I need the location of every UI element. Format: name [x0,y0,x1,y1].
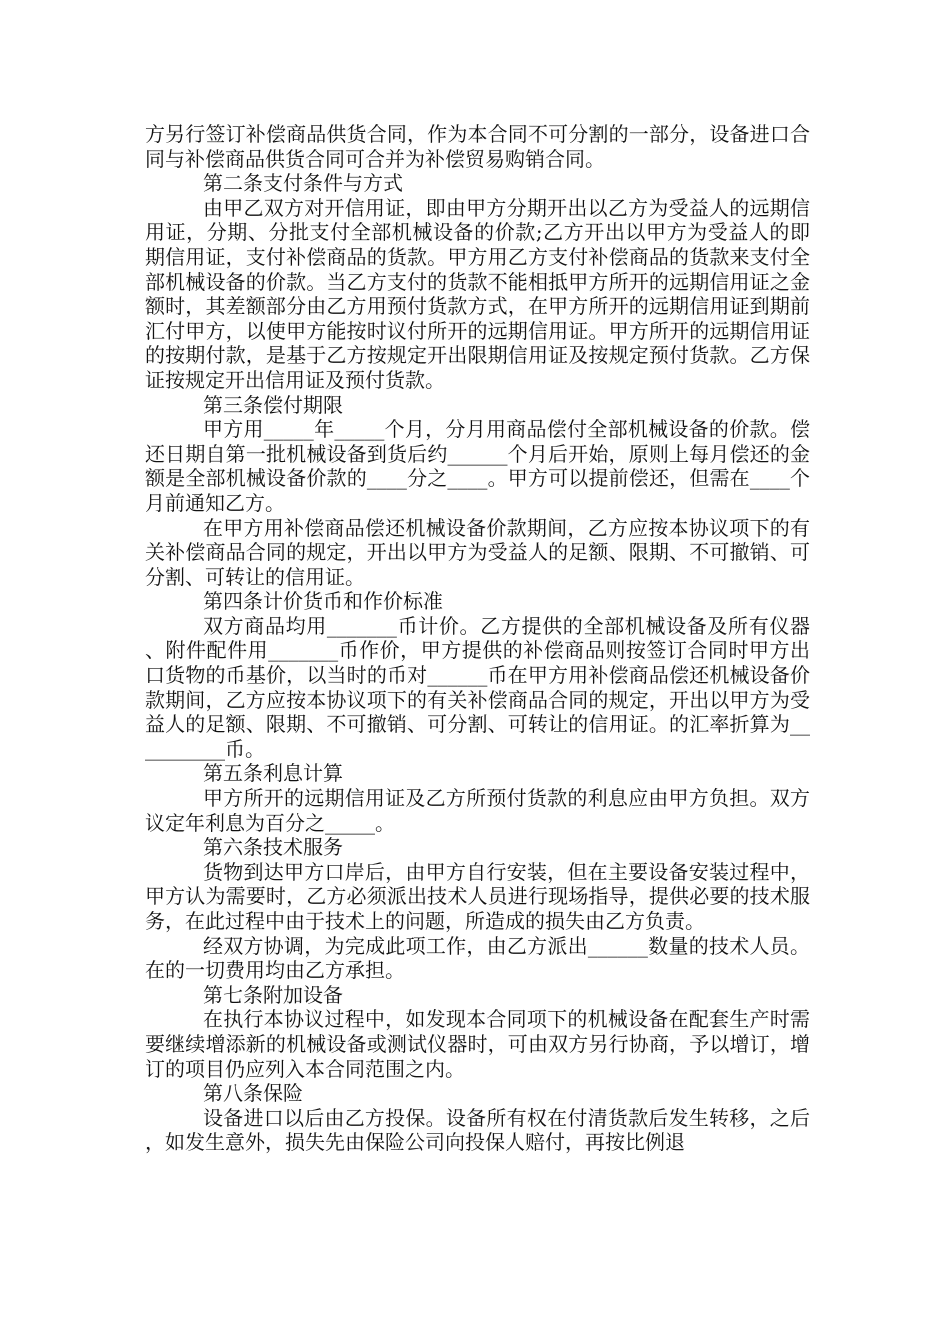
section-heading-5: 第五条利息计算 [203,761,343,786]
paragraph-interest: 甲方所开的远期信用证及乙方所预付货款的利息应由甲方负担。双方议定年利息为百分之_____。 [145,786,810,835]
section-heading-7: 第七条附加设备 [203,982,343,1007]
section-heading-6: 第六条技术服务 [203,835,343,860]
section-heading-3: 第三条偿付期限 [203,392,343,417]
paragraph-technical-service: 货物到达甲方口岸后，由甲方自行安装，但在主要设备安装过程中，甲方认为需要时，乙方必须派出技术人员进行现场指导，提供必要的技术服务，在此过程中由于技术上的问题，所造成的损失由乙方负责。 [145,859,810,933]
paragraph-continuation: 方另行签订补偿商品供货合同，作为本合同不可分割的一部分，设备进口合同与补偿商品供货合同可合并为补偿贸易购销合同。 [145,122,810,171]
section-heading-2: 第二条支付条件与方式 [203,171,403,196]
paragraph-repayment-period: 甲方用_____年_____个月，分月用商品偿付全部机械设备的价款。偿还日期自第一批机械设备到货后约______个月后开始，原则上每月偿还的金额是全部机械设备价款的____分之____。甲方可以提前偿还，但需在____个月前通知乙方。 [145,417,810,515]
paragraph-pricing-currency: 双方商品均用_______币计价。乙方提供的全部机械设备及所有仪器、附件配件用_______币作价，甲方提供的补偿商品则按签订合同时甲方出口货物的币基价，以当时的币对______币在甲方用补偿商品偿还机械设备价款期间，乙方应按本协议项下的有关补偿商品合同的规定，开出以甲方为受益人的足额、限期、不可撤销、可分割、可转让的信用证。的汇率折算为__________币。 [145,613,810,761]
section-heading-8: 第八条保险 [203,1081,303,1106]
document-body [145,122,810,1155]
paragraph-repayment-credit: 在甲方用补偿商品偿还机械设备价款期间，乙方应按本协议项下的有关补偿商品合同的规定，开出以甲方为受益人的足额、限期、不可撤销、可分割、可转让的信用证。 [145,515,810,589]
section-heading-4: 第四条计价货币和作价标准 [203,589,443,614]
paragraph-technical-staff: 经双方协调，为完成此项工作，由乙方派出______数量的技术人员。在的一切费用均由乙方承担。 [145,933,810,983]
paragraph-additional-equipment: 在执行本协议过程中，如发现本合同项下的机械设备在配套生产时需要继续增添新的机械设备或测试仪器时，可由双方另行协商，予以增订，增订的项目仍应列入本合同范围之内。 [145,1007,810,1081]
paragraph-insurance: 设备进口以后由乙方投保。设备所有权在付清货款后发生转移，之后，如发生意外，损失先由保险公司向投保人赔付，再按比例退 [145,1105,810,1155]
paragraph-payment-terms: 由甲乙双方对开信用证，即由甲方分期开出以乙方为受益人的远期信用证，分期、分批支付全部机械设备的价款;乙方开出以甲方为受益人的即期信用证，支付补偿商品的货款。甲方用乙方支付补偿商品的货款来支付全部机械设备的价款。当乙方支付的货款不能相抵甲方所开的远期信用证之金额时，其差额部分由乙方用预付货款方式，在甲方所开的远期信用证到期前汇付甲方，以使甲方能按时议付所开的远期信用证。甲方所开的远期信用证的按期付款，是基于乙方按规定开出限期信用证及按规定预付货款。乙方保证按规定开出信用证及预付货款。 [145,195,810,392]
